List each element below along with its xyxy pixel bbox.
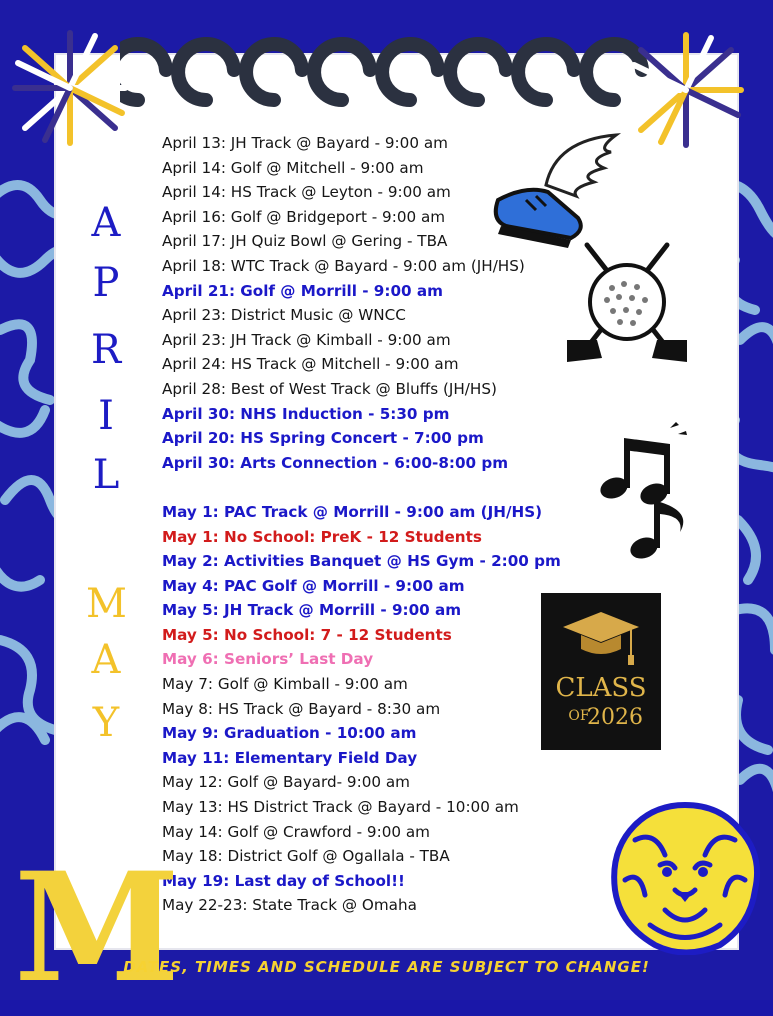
event-item: April 14: Golf @ Mitchell - 9:00 am [162,158,424,177]
event-item: May 14: Golf @ Crawford - 9:00 am [162,822,430,841]
event-item: May 7: Golf @ Kimball - 9:00 am [162,675,408,694]
event-item: May 9: Graduation - 10:00 am [162,724,417,743]
event-item: May 6: Seniors’ Last Day [162,650,374,669]
lion-mascot-icon [605,800,765,955]
month-letter: A [91,637,121,683]
pom-pom-icon [626,30,746,150]
event-item: April 23: District Music @ WNCC [162,306,406,325]
event-item: May 13: HS District Track @ Bayard - 10:00 am [162,798,519,817]
event-item: April 18: WTC Track @ Bayard - 9:00 am (JH/HS) [162,256,525,275]
event-item: May 19: Last day of School!! [162,871,405,890]
event-item: May 5: No School: 7 - 12 Students [162,625,452,644]
event-item: April 13: JH Track @ Bayard - 9:00 am [162,134,448,152]
event-item: May 5: JH Track @ Morrill - 9:00 am [162,601,462,620]
event-item: May 1: No School: PreK - 12 Students [162,527,482,546]
pom-pom-icon [10,28,130,148]
event-item: April 23: JH Track @ Kimball - 9:00 am [162,330,451,349]
of-label: OF [568,708,590,724]
spiral-binding [120,10,660,130]
month-letter: R [90,327,122,373]
event-item: May 22-23: State Track @ Omaha [162,896,417,915]
event-item: May 2: Activities Banquet @ HS Gym - 2:00 pm [162,552,561,571]
class-label: CLASS [555,673,647,703]
golf-clubs-icon [557,240,697,370]
event-item: May 1: PAC Track @ Morrill - 9:00 am (JH/HS) [162,502,543,521]
disclaimer-footer: DATES, TIMES AND SCHEDULE ARE SUBJECT TO CHANGE! [123,958,650,976]
month-letter: L [92,452,120,498]
event-item: April 14: HS Track @ Leyton - 9:00 am [162,183,451,202]
music-notes-icon [592,420,707,560]
class-of-2026-graphic [541,593,661,750]
month-letter: A [91,200,121,246]
event-item: May 11: Elementary Field Day [162,748,418,767]
event-item: May 4: PAC Golf @ Morrill - 9:00 am [162,576,465,595]
event-item: April 16: Golf @ Bridgeport - 9:00 am [162,207,446,226]
event-item: April 17: JH Quiz Bowl @ Gering - TBA [162,232,448,251]
graduation-cap-icon [561,607,641,667]
month-letter: P [92,260,120,306]
school-letter-logo: M [14,840,181,1016]
event-item: May 18: District Golf @ Ogallala - TBA [162,847,450,866]
month-letter: M [86,581,127,627]
event-item: April 20: HS Spring Concert - 7:00 pm [162,429,484,448]
month-letter: I [98,393,114,439]
event-item: April 24: HS Track @ Mitchell - 9:00 am [162,355,459,374]
event-item: April 30: NHS Induction - 5:30 pm [162,404,450,423]
event-item: May 12: Golf @ Bayard- 9:00 am [162,773,410,792]
event-item: May 8: HS Track @ Bayard - 8:30 am [162,699,441,718]
month-letter: Y [92,700,120,746]
spacer [162,475,582,500]
event-item: April 21: Golf @ Morrill - 9:00 am [162,281,443,300]
year-label: 2026 [587,705,643,730]
event-item: April 28: Best of West Track @ Bluffs (JH/HS) [162,379,497,398]
winged-shoe-icon [486,130,626,255]
event-item: April 30: Arts Connection - 6:00-8:00 pm [162,453,509,472]
